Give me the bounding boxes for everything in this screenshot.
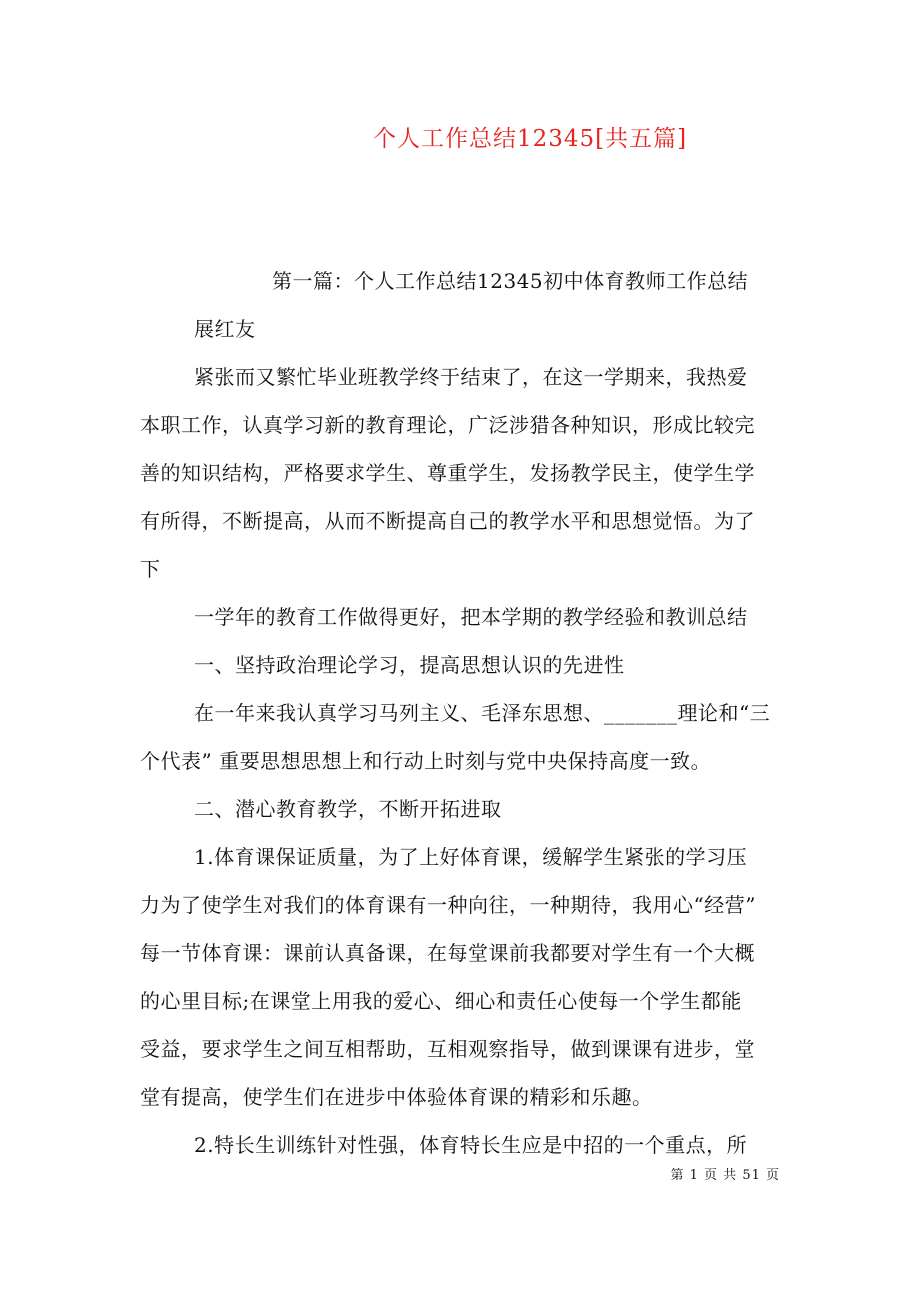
body-line: 1.体育课保证质量，为了上好体育课，缓解学生紧张的学习压: [194, 845, 748, 869]
body-line: 每一节体育课：课前认真备课，在每堂课前我都要对学生有一个大概: [140, 941, 755, 965]
body-line: 紧张而又繁忙毕业班教学终于结束了，在这一学期来，我热爱: [194, 365, 748, 389]
body-line: 二、潜心教育教学，不断开拓进取: [194, 797, 502, 821]
document-title: 个人工作总结12345[共五篇]: [372, 126, 688, 152]
body-line: 2.特长生训练针对性强，体育特长生应是中招的一个重点，所: [194, 1133, 748, 1157]
body-line: 展红友: [194, 317, 256, 341]
body-line: 一学年的教育工作做得更好，把本学期的教学经验和教训总结: [194, 605, 748, 629]
body-line: 本职工作，认真学习新的教育理论，广泛涉猎各种知识，形成比较完: [140, 413, 755, 437]
body-line: 一、坚持政治理论学习，提高思想认识的先进性: [194, 653, 625, 677]
body-line: 在一年来我认真学习马列主义、毛泽东思想、_______理论和“三: [194, 701, 771, 725]
body-line: 个代表” 重要思想思想上和行动上时刻与党中央保持高度一致。: [140, 749, 712, 773]
body-line: 的心里目标;在课堂上用我的爱心、细心和责任心使每一个学生都能: [140, 989, 742, 1013]
body-line: 第一篇：个人工作总结12345初中体育教师工作总结: [272, 269, 749, 293]
page-number-footer: 第 1 页 共 51 页: [670, 1168, 780, 1183]
body-line: 力为了使学生对我们的体育课有一种向往，一种期待，我用心“经营”: [140, 893, 756, 917]
body-line: 受益，要求学生之间互相帮助，互相观察指导，做到课课有进步，堂: [140, 1037, 755, 1061]
body-line: 有所得，不断提高，从而不断提高自己的教学水平和思想觉悟。为了: [140, 509, 755, 533]
body-line: 堂有提高，使学生们在进步中体验体育课的精彩和乐趣。: [140, 1085, 653, 1109]
body-line: 善的知识结构，严格要求学生、尊重学生，发扬教学民主，使学生学: [140, 461, 755, 485]
body-line: 下: [140, 557, 161, 581]
